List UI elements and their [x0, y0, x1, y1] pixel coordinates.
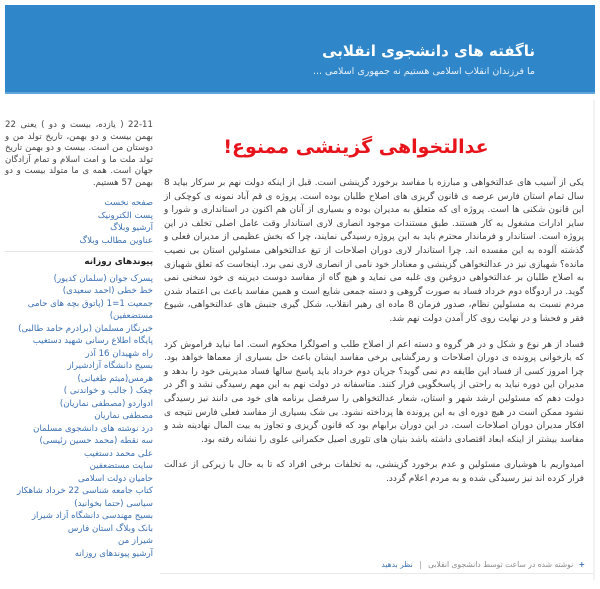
daily-link[interactable]: حامیان دولت اسلامی — [77, 473, 153, 484]
post-title: عدالتخواهی گزینشی ممنوع! — [223, 136, 489, 158]
post-container — [160, 100, 592, 498]
daily-link[interactable]: پسرک جوان (سلمان کدیور) — [53, 273, 153, 284]
post-paragraph: یکی از آسیب های عدالتخواهی و مبارزه با مفاسد برخورد گزینشی است. قبل از اینکه دولت نهم بر سرکار بیاید 8 سال تمام استان فارس عرصه ی قانون گریزی های اصلاح طلبان بوده است. پروژه ی قم آباد نمونه ی کوچکی از این قانون شکنی ها است. پروژه ای که متعلق به مدیران بوده و بسیاری از آنان هم اکنون در استانداری و شورا و سایر ادارات مشغول به کار هستند. طبق مستندات موجود انصاری لاری استاندار وقت عامل اصلی تخلف در این پروژه است. استاندار و فرماندار محترم باید به این پروژه رسیدگی نمایند، چرا که بخش عظیمی از مدیران فعلی و گذشته آلوده به این مفسده اند. چرا استاندار لاری دوران اصلاحات از تیغ عدالتخواهی مسئولین استان بی نصیب مانده؟ شهبازی نیز در عدالتخواهی گزینشی و معنادار خود نامی از انصاری لاری نمی برد. اینجاست که تعلق شهبازی به اصلاح طلبان بر عدالتخواهی دروغین وی غلبه می نماید و هیچ گاه از مفاسد دوست دیرینه ی خود سخنی نمی گوید. در اردوگاه دوم خرداد فساد به صورت گروهی و دسته جمعی شایع است و همین مفاسد باعث بی اعتماد شدن مردم نسبت به مسئولین نظام، صدور فرمان 8 ماده ای رهبر انقلاب، شکل گیری جنبش های عدالتخواهی، شیوع فقر و فحشا و در نهایت روی کار آمدن دولت نهم شد. — [164, 178, 584, 324]
plus-icon: + — [578, 560, 585, 569]
nav-titles-link[interactable]: عناوین مطالب وبلاگ — [79, 235, 153, 246]
daily-link[interactable]: مصطفی نماریان — [94, 411, 153, 421]
sidebar — [5, 120, 153, 560]
nav-archive-link[interactable]: آرشیو وبلاگ — [110, 223, 153, 233]
daily-link[interactable]: هرمس(میثم طغیانی) — [77, 373, 153, 384]
daily-link[interactable]: شیراز من — [118, 536, 153, 546]
post-body — [160, 177, 592, 486]
daily-link[interactable]: بانک وبلاگ استان فارس — [67, 523, 153, 534]
post-paragraph: امیدواریم با هوشیاری مسئولین و عدم برخورد گزینشی، به تخلفات برخی افراد که تا به حال با زیرکی از عدالت فرار کرده اند نیز رسیدگی شده و به مردم اعلام گردد. — [164, 460, 584, 484]
blog-subtitle: ما فرزندان انقلاب اسلامی هستیم نه جمهوری اسلامی ... — [312, 66, 535, 77]
daily-links-archive-link[interactable]: آرشیو پیوندهای روزانه — [74, 548, 153, 559]
sidebar-nav — [5, 197, 153, 247]
posted-in-label: نوشته شده در — [528, 560, 574, 569]
daily-link[interactable]: جمعیت 1=1 (پاتوق بچه های حامی مستضعفین) — [27, 298, 153, 321]
blog-title[interactable]: ناگفته های دانشجوی انقلابی — [322, 42, 535, 60]
daily-link[interactable]: خبرنگار مسلمان (برادرم حامد طالبی) — [18, 323, 153, 334]
daily-link[interactable]: چغک ( جالب و خواندنی ) — [63, 386, 153, 396]
time-label: ساعت — [505, 560, 526, 569]
daily-link[interactable]: بسیج مهندسی دانشگاه آزاد شیراز — [31, 511, 153, 521]
nav-home-link[interactable]: صفحه نخست — [104, 198, 153, 208]
daily-link[interactable]: بسیج دانشگاه آزادشیراز — [67, 361, 153, 371]
sidebar-divider — [5, 251, 153, 252]
daily-link[interactable]: سه نقطه (محمد حسین رئیسی) — [39, 436, 153, 446]
author-label: توسط دانشجوی انقلابی — [428, 560, 503, 569]
blog-header — [5, 5, 595, 94]
daily-link[interactable]: ادواردو (مصطفی نماریان) — [59, 398, 153, 409]
post-footer — [160, 560, 593, 574]
daily-link[interactable]: خط خطی (احمد سعیدی) — [62, 286, 153, 296]
footer-separator: | — [419, 560, 422, 569]
daily-links-heading: پیوندهای روزانه — [84, 257, 153, 267]
comment-link[interactable]: نظر بدهید — [381, 560, 413, 569]
daily-link[interactable]: کتاب جامعه شناسی 22 خرداد شاهکار سیاسی (حتما بخوانید) — [16, 486, 153, 509]
sidebar-about-text: 22-11 ( یازده، بیست و دو ) یعنی 22 بهمن بیست و دو بهمن، تاریخ تولد من و دوستان من است. بیست و دو بهمن تاریخ تولد ملت ما و امت اسلام و تمام آزادگان جهان است. همه ی ما متولد بیست و دو بهمن 57 هستیم. — [5, 120, 153, 188]
post-paragraph: فساد از هر نوع و شکل و در هر گروه و دسته اعم از اصلاح طلب و اصولگرا محکوم است. اما نباید فراموش کرد که بازخوانی پرونده ی دوران اصلاحات و رمزگشایی برخی مفاسد ایشان باعث حل بسیاری از معماها خواهد بود. چرا امروز کسی از فساد این طایفه دم نمی گوید؟ جریان دوم خرداد باید پاسخ سالها فساد مدیریتی خود را بدهد و مدیران این دوره نباید به راحتی از پاسخگویی فرار کنند. متاسفانه در دولت نهم به این مهم رسیدگی نشد و اگر در دولت دهم که مسئولین ارشد شهر و استان، شعار عدالتخواهی را سرفصل برنامه های خود می دانند نیز رسیدگی نشود ممکن است در هیچ دوره ای به این پرونده ها پرداخته نشود. بی شک بسیاری از مفاسد فعلی فارس نتیجه ی افکار مدیران دوران اصلاحات است. در این دوران برابهام بود که قانون گریزی و تجاوز به بیت المال نهادینه شد و مفاسد بیشتر از اینکه ابعاد اقتصادی داشته باشد بنیان های تئوری اصیل حکمرانی علوی را نشانه رفته بود. — [164, 339, 584, 445]
daily-link[interactable]: درد نوشته های دانشجوی مسلمان — [33, 423, 153, 434]
nav-email-link[interactable]: پست الکترونیک — [97, 210, 153, 221]
daily-links-list — [5, 273, 153, 561]
daily-link[interactable]: سایت مستضعفین — [89, 461, 153, 471]
daily-link[interactable]: راه شهیدان 16 آذر — [85, 348, 153, 359]
daily-link[interactable]: پایگاه اطلاع رسانی شهید دستغیب — [32, 336, 153, 346]
daily-link[interactable]: علی محمد دستغیب — [83, 448, 153, 459]
content-border — [593, 100, 595, 580]
